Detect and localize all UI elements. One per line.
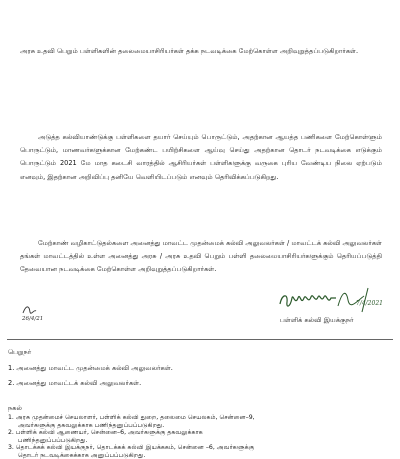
paragraph-instructions-aided-schools: அரசு உதவி பெறும் பள்ளிகளின் தலைமையாசிரியர்கள் தக்க நடவடிக்கை மேற்கொள்ள அறிவுறுத்தப்படுகிறார்கள். [20, 47, 359, 55]
initials-date: 26/4/21 [22, 316, 44, 322]
copy-to-heading: நகல் [8, 404, 22, 412]
copy-item-line1: 3. தொடக்கக் கல்வி இயக்குநர், தொடக்கக் கல்வி இயக்ககம், சென்னை –6, அவர்களுக்கு [8, 444, 255, 452]
initials-icon [20, 303, 60, 317]
recipient-item: 2. அனைத்து மாவட்டக் கல்வி அலுவலர்கள். [8, 379, 142, 387]
signature-handwritten-date: 7/4/2021 [356, 300, 383, 307]
copy-item-line1: 1. அரசு முதன்மைச் செயலாளர், பள்ளிக் கல்வி துறை, தலைமை செயலகம், சென்னை–9, [8, 414, 255, 421]
initials-stamp [20, 303, 60, 329]
director-signature-block [268, 284, 396, 354]
recipient-item: 1. அனைத்து மாவட்ட முதன்மைக் கல்வி அலுவலர்கள். [8, 364, 173, 372]
paragraph-academic-year-preparation: அடுத்த கல்வியாண்டுக்கு பள்ளிகளை தயார் செய்யும் பொருட்டும், அதற்கான ஆயத்த பணிகளை மேற்கொள்ளும் பொருட்டும், மாணவர்களுக்கான மேற்கண்ட பயிற்சிகளை ஆய்வு செய்து அதற்கான தொடர் நடவடிக்கை எடுக்கும் பொருட்டும் 2021 மே மாத கடைசி வாரத்தில் ஆசிரியர்கள் பள்ளிகளுக்கு வருகை புரிய வேண்டிய நிலை ஏற்படும் எனவும், இதற்கான அறிவிப்பு தனியே வெளியிடப்படும் எனவும் தெரிவிக்கப்படுகிறது. [20, 133, 382, 181]
paragraph-guidelines-to-officers: மேற்காண் வழிகாட்டுதல்களை அனைத்து மாவட்ட முதன்மைக் கல்வி அலுவலர்கள் / மாவட்டக் கல்வி அலுவலர்கள் தங்கள் மாவட்டத்தில் உள்ள அனைத்து அரசு / அரசு உதவி பெறும் பள்ளி தலைமையாசிரியர்களுக்கும் தெரியப்படுத்தி தேவையான நடவடிக்கை மேற்கொள்ள அறிவுறுத்தப்படுகிறார்கள். [20, 239, 382, 274]
copy-item-line2: பணிந்தனுப்பப்படுகிறது. [18, 436, 88, 444]
divider-line [7, 339, 393, 340]
recipients-heading: பெறுநர் [8, 348, 32, 356]
copy-item-line2: தொடர் நடவடிக்கைக்காக அனுப்பப்படுகிறது. [18, 452, 146, 459]
signature-designation: பள்ளிக் கல்வி இயக்குநர் [280, 316, 354, 324]
copy-item-line1: 2. பள்ளிக் கல்வி ஆணையர், சென்னை–6, அவர்களுக்கு தகவலுக்காக [8, 429, 203, 437]
copy-item-line2: அவர்களுக்கு தகவலுக்காக பணிந்தனுப்பப்படுகிறது. [18, 421, 165, 429]
